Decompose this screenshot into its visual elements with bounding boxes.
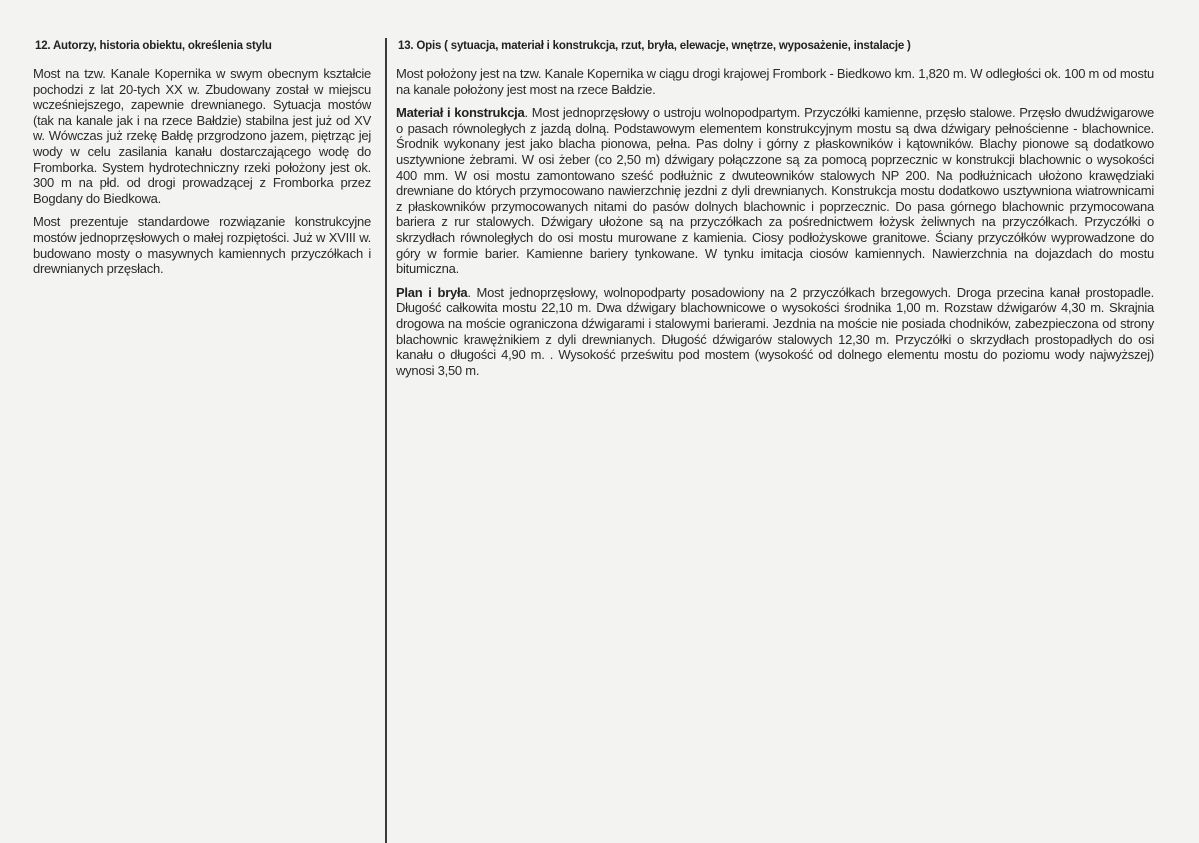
- plan-paragraph: [396, 285, 1154, 379]
- section-13-heading: 13. Opis ( sytuacja, materiał i konstrukcja, rzut, bryła, elewacje, wnętrze, wyposażenie, instalacje ): [398, 40, 911, 52]
- section-12-heading: 12. Autorzy, historia obiektu, określenia stylu: [35, 40, 272, 52]
- material-text: . Most jednoprzęsłowy o ustroju wolnopodpartym. Przyczółki kamienne, przęsło stalowe. Przęsło dwudźwigarowe o pasach równoległych z jazdą dolną. Podstawowym elementem konstrukcyjnym mostu są dwa dźwigary pełnościenne - blachownice. Środnik wykonany jest jako blacha pionowa, pełna. Pas dolny i górny z płaskowników i kątowników. Blachy pionowe są dodatkowo usztywnione żebrami. W osi żeber (co 2,50 m) dźwigary połączzone są za pomocą poprzecznic w konstrukcji blachownic o wysokości 400 mm. W osi mostu zamontowano sześć podłużnic z dwuteowników stalowych NP 200. Na podłużnicach ułożono krawędziaki drewniane do których przymocowano nawierzchnię jezdni z dyli drewnianych. Konstrukcja mostu dodatkowo usztywniona wiatrownicami z płaskowników przymocowanych nitami do pasów dolnych blachownic i poprzecznic. Do pasa górnego blachownic przymocowana bariera z rur stalowych. Dźwigary ułożone są na przyczółkach za pośrednictwem łożysk żeliwnych na przyczółkach. Przyczółki o skrzydłach równoległych do osi mostu murowane z kamienia. Ciosy podłożyskowe granitowe. Ściany przyczółków wyprowadzone do góry w formie barier. Kamienne bariery tynkowane. W tynku imitacja ciosów kamiennych. Nawierzchnia na dojazdach do mostu bitumiczna.: [396, 105, 1154, 277]
- section-12-authors-history: [33, 40, 371, 285]
- material-label: Materiał i konstrukcja: [396, 105, 525, 121]
- column-divider: [385, 38, 387, 843]
- location-paragraph: Most położony jest na tzw. Kanale Kopernika w ciągu drogi krajowej Frombork - Biedkowo km. 1,820 m. W odległości ok. 100 m od mostu na kanale położony jest most na rzece Bałdzie.: [396, 66, 1154, 97]
- section-13-description: [396, 40, 1154, 386]
- plan-label: Plan i bryła: [396, 284, 468, 300]
- plan-text: . Most jednoprzęsłowy, wolnopodparty posadowiony na 2 przyczółkach brzegowych. Droga przecina kanał prostopadle. Długość całkowita mostu 22,10 m. Dwa dźwigary blachownicowe o wysokości środnika 1,00 m. Rozstaw dźwigarów 4,30 m. Skrajnia drogowa na moście ograniczona dźwigarami i stalowymi barierami. Jezdnia na moście nie posiada chodników, zabezpieczona od strony blachownic krawężnikiem z dyli drewnianych. Długość dźwigarów stalowych 12,30 m. Przyczółki o skrzydłach prostopadłych do osi kanału o długości 4,90 m. . Wysokość prześwitu pod mostem (wysokość od dolnego elementu mostu do poziomu wody najwyższej) wynosi 3,50 m.: [396, 284, 1154, 378]
- construction-type-paragraph: Most prezentuje standardowe rozwiązanie konstrukcyjne mostów jednoprzęsłowych o małej rozpiętości. Już w XVIII w. budowano mosty o masywnych kamiennych przyczółkach i drewnianych przęsłach.: [33, 214, 371, 277]
- history-paragraph: Most na tzw. Kanale Kopernika w swym obecnym kształcie pochodzi z lat 20-tych XX w. Zbudowany został w miejscu wcześniejszego, zapewnie drewnianego. Sytuacja mostów (tak na kanale jak i na rzece Bałdzie) stabilna jest już od XV w. Wówczas już rzekę Bałdę przgrodzono jazem, piętrząc jej wody w celu zasilania kanału dostarczającego wodę do Fromborka. System hydrotechniczny rzeki położony jest ok. 300 m na płd. od drogi prowadzącej z Fromborka przez Bogdany do Biedkowa.: [33, 66, 371, 206]
- material-paragraph: [396, 105, 1154, 277]
